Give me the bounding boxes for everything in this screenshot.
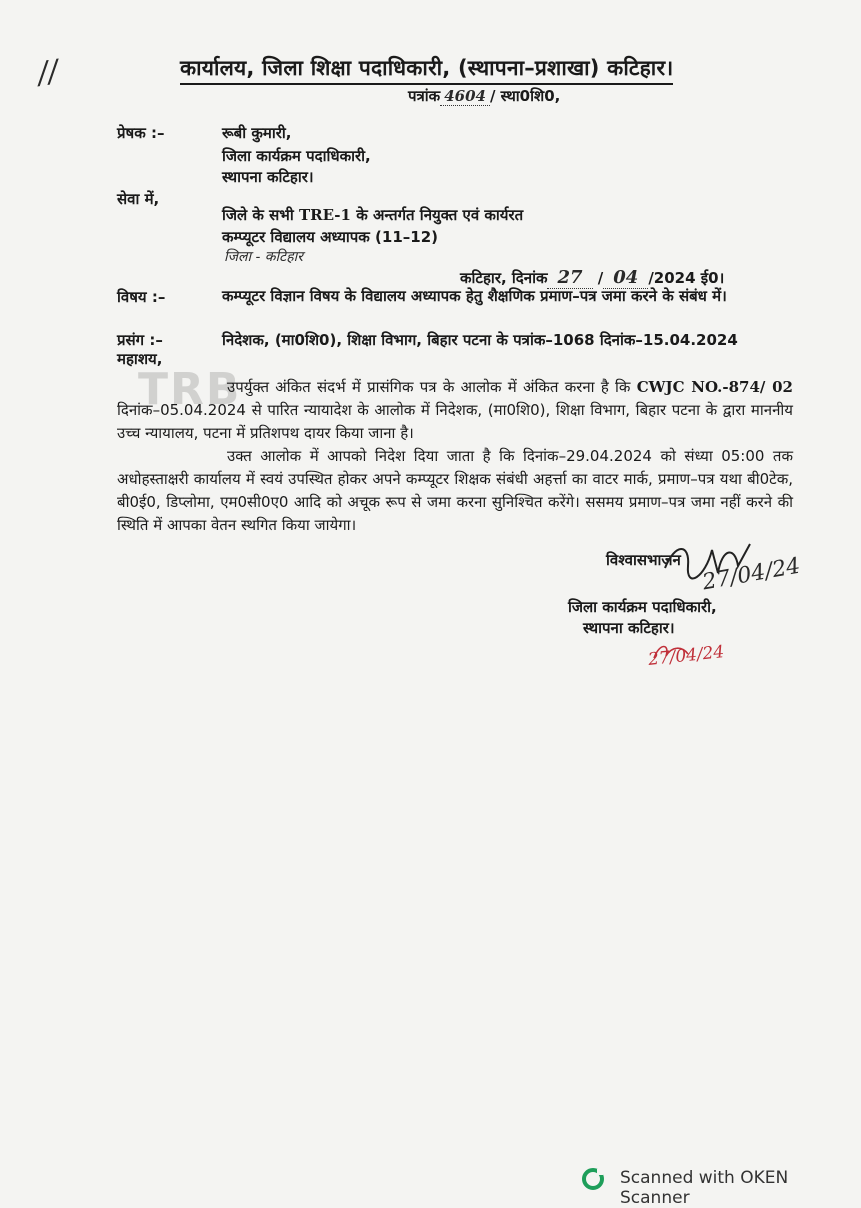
salutation: महाशय, <box>117 350 163 368</box>
date-place: कटिहार, <box>460 269 507 287</box>
trb-watermark: TRB <box>138 364 242 415</box>
reference-number <box>408 86 560 106</box>
body-p1-b: दिनांक–05.04.2024 से पारित न्यायादेश के आलोक में निदेशक, (मा0शि0), शिक्षा विभाग, बिहार पटना के द्वारा माननीय उच्च न्यायालय, पटना में प्रतिशपथ दायर किया जाना है। <box>117 401 793 442</box>
date-line: कटिहार, दिनांक 27 / 04 /2024 ई0। <box>460 267 725 288</box>
ref-suffix: / स्था0शि0, <box>489 87 561 105</box>
date-month: 04 <box>603 267 648 289</box>
date-year: /2024 ई0। <box>648 269 725 287</box>
ref-prefix: पत्रांक <box>408 87 441 105</box>
office-title: कार्यालय, जिला शिक्षा पदाधिकारी, (स्थापना–प्रशाखा) कटिहार। <box>180 54 673 85</box>
recipient-line-2: कम्प्यूटर विद्यालय अध्यापक (11–12) <box>222 228 438 246</box>
date-day: 27 <box>547 267 592 289</box>
subject-label: विषय :– <box>117 288 166 306</box>
initials-handwritten: 27/04/24 <box>647 642 726 670</box>
body-paragraph-2: उक्त आलोक में आपको निदेश दिया जाता है कि दिनांक–29.04.2024 को संध्या 05:00 तक अधोहस्ताक्षरी कार्यालय में स्वयं उपस्थित होकर अपने कम्प्यूटर शिक्षक संबंधी अहर्त्ता का वाटर मार्क, प्रमाण–पत्र यथा बी0टेक, बी0ई0, डिप्लोमा, एम0सी0ए0 आदि को अचूक रूप से जमा करना सुनिश्चित करेंगे। ससमय प्रमाण–पत्र जमा नहीं करने की स्थिति में आपका वेतन स्थगित किया जायेगा। <box>117 447 793 534</box>
sender-office: स्थापना कटिहार। <box>222 168 314 186</box>
case-number: CWJC NO.-874/ 02 <box>636 378 793 396</box>
tre-label: TRE-1 <box>298 206 351 224</box>
corner-pen-mark: // <box>35 53 61 92</box>
oken-scanner-icon <box>582 1168 604 1190</box>
subject-text: कम्प्यूटर विज्ञान विषय के विद्यालय अध्यापक हेतु शैक्षणिक प्रमाण–पत्र जमा करने के संबंध में। <box>222 287 727 305</box>
initials-scribble <box>652 640 692 666</box>
recipient-line-1c: के अन्तर्गत नियुक्त एवं कार्यरत <box>356 206 524 224</box>
sender-name: रूबी कुमारी, <box>222 124 292 142</box>
ref-number-handwritten: 4604 <box>440 87 490 106</box>
recipient-district-handwritten: जिला - कटिहार <box>224 249 303 265</box>
date-label: दिनांक <box>511 269 548 287</box>
sender-designation: जिला कार्यक्रम पदाधिकारी, <box>222 147 371 165</box>
sender-label: प्रेषक :– <box>117 124 165 142</box>
body-paragraph-1 <box>117 376 793 445</box>
reference-label: प्रसंग :– <box>117 331 163 349</box>
signature-title-2: स्थापना कटिहार। <box>583 619 675 637</box>
recipient-label: सेवा में, <box>117 190 160 208</box>
signature-date-handwritten: 27/04/24 <box>700 553 803 596</box>
recipient-line-1a: जिले के सभी <box>222 206 294 224</box>
signature-title-1: जिला कार्यक्रम पदाधिकारी, <box>568 598 717 616</box>
closing: विश्वासभाजन <box>606 551 681 569</box>
recipient-line-1 <box>222 206 523 225</box>
body-p1-a: उपर्युक्त अंकित संदर्भ में प्रासंगिक पत्र के आलोक में अंकित करना है कि <box>227 378 631 396</box>
scanner-footer: Scanned with OKEN Scanner <box>620 1168 789 1208</box>
reference-text: निदेशक, (मा0शि0), शिक्षा विभाग, बिहार पटना के पत्रांक–1068 दिनांक–15.04.2024 <box>222 331 738 349</box>
